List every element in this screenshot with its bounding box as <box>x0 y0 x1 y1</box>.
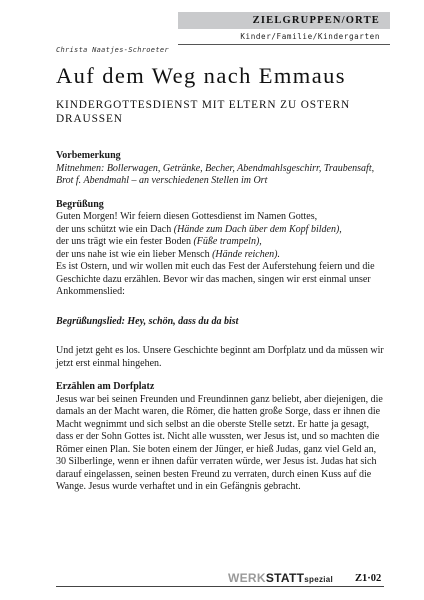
begruessung-line-2-text: der uns schützt wie ein Dach <box>56 223 174 235</box>
footer-divider <box>56 586 384 587</box>
werkstatt-logo <box>228 571 333 585</box>
logo-werk: WERK <box>228 571 266 585</box>
begruessung-paragraph: Es ist Ostern, und wir wollen mit euch das Fest der Auferstehung feiern und die Geschichte dazu erzählen. Bevor wir das machen, singen wir erst einmal unser Ankommenslied: <box>56 261 375 297</box>
begruessung-line-3 <box>56 236 386 249</box>
page-title: Auf dem Weg nach Emmaus <box>56 63 346 88</box>
vorbemerkung-text: Mitnehmen: Bollerwagen, Getränke, Becher, Abendmahlsgeschirr, Traubensaft, Brot f. Abendmahl – an verschiedenen Stellen im Ort <box>56 162 375 186</box>
logo-spezial: spezial <box>304 575 334 584</box>
page-subtitle: KINDERGOTTESDIENST MIT ELTERN ZU OSTERN DRAUSSEN <box>56 99 351 125</box>
transition-text: Und jetzt geht es los. Unsere Geschichte beginnt am Dorfplatz und da müssen wir jetzt erst einmal hingehen. <box>56 345 384 369</box>
erzaehlen-text: Jesus war bei seinen Freunden und Freundinnen ganz beliebt, aber diejenigen, die damals an der Macht waren, die Römer, die hatten große Sorge, dass er ihnen die Macht wegnimmt und sich selbst an die oberste Stelle setzt. Er hatte ja gesagt, dass er der Sohn Gottes ist. Nicht alle wussten, wer Jesus ist, und so machten die Römer einen Plan. Sie boten einem der Jünger, er hieß Judas, ganz viel Geld an, 30 Silberlinge, wenn er ihnen dafür verraten würde, wer Jesus ist. Judas hat sich darauf eingelassen, seinen besten Freund zu verraten, durch einen Kuss auf die Wange. Jesus wurde verhaftet und in ein Gefängnis gebracht. <box>56 393 383 492</box>
category-title: ZIELGRUPPEN/ORTE <box>178 12 390 29</box>
begruessung-line-4-text: der uns nahe ist wie ein lieber Mensch <box>56 248 213 260</box>
begruessung-line-4 <box>56 249 386 262</box>
category-tag <box>178 12 390 42</box>
song-title: Begrüßungslied: Hey, schön, dass du da bist <box>56 315 239 327</box>
begruessung-line-3-text: der uns trägt wie ein fester Boden <box>56 236 194 247</box>
heading-erzaehlen: Erzählen am Dorfplatz <box>56 381 155 392</box>
article-body <box>56 150 386 494</box>
begruessung-line-2-action: (Hände zum Dach über dem Kopf bilden), <box>173 223 342 235</box>
heading-begruessung: Begrüßung <box>56 198 104 210</box>
heading-vorbemerkung: Vorbemerkung <box>56 150 121 161</box>
page-code: Z1·02 <box>355 573 382 584</box>
author-name: Christa Naatjes-Schroeter <box>56 46 169 54</box>
header-divider <box>178 44 390 45</box>
begruessung-line-1: Guten Morgen! Wir feiern diesen Gottesdienst im Namen Gottes, <box>56 211 318 222</box>
logo-statt: STATT <box>265 571 305 585</box>
begruessung-line-2 <box>56 224 386 237</box>
begruessung-line-4-action: (Hände reichen). <box>212 248 281 260</box>
begruessung-line-3-action: (Füße trampeln), <box>193 236 262 247</box>
audience-label: Kinder/Familie/Kindergarten <box>240 32 380 41</box>
